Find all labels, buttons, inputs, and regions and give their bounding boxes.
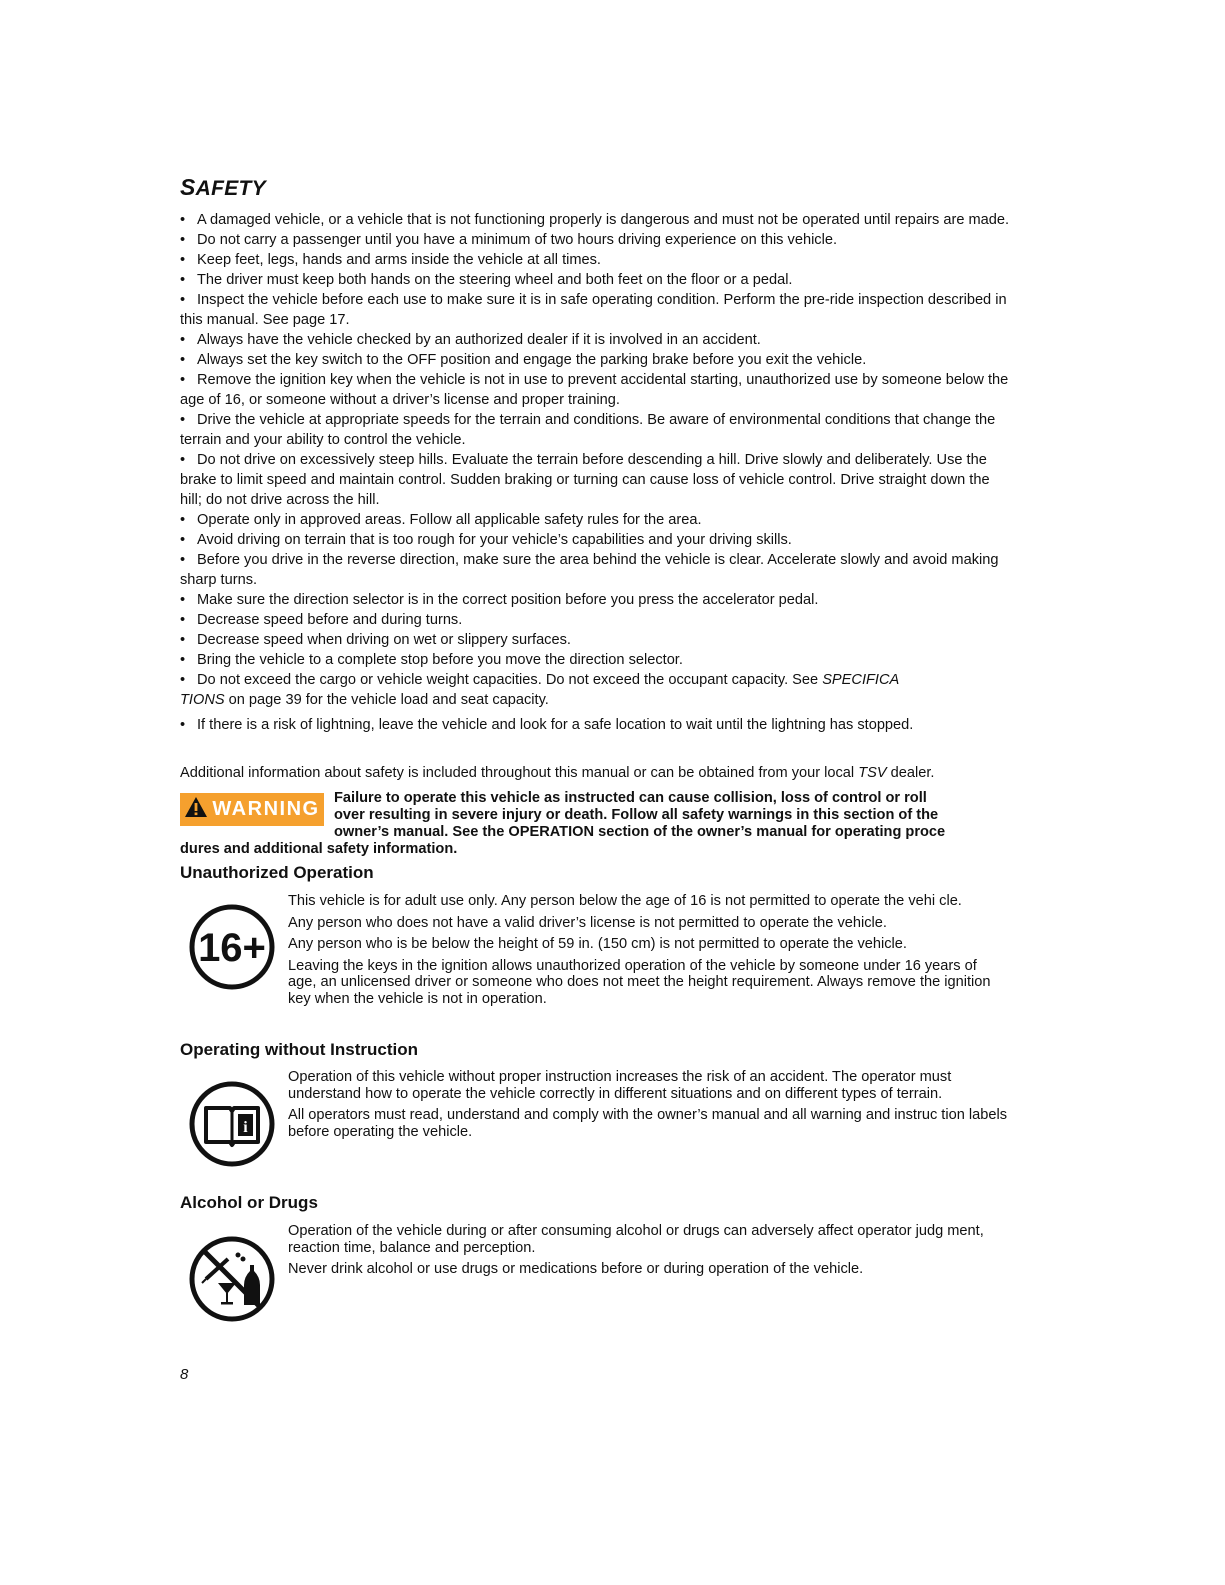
warning-message: Failure to operate this vehicle as instructed can cause collision, loss of control or roll over resulting in severe injury or death. Follow all safety warnings in this section of the owner’s manual. See the OPERATION section of the owner’s manual for operating proce dures and additional safety information. bbox=[180, 790, 946, 857]
safety-bullet-list bbox=[180, 210, 1010, 735]
section-heading-alcohol: Alcohol or Drugs bbox=[180, 1193, 318, 1212]
section-heading-instruction: Operating without Instruction bbox=[180, 1040, 418, 1059]
list-item: • Operate only in approved areas. Follow all applicable safety rules for the area. bbox=[180, 512, 702, 528]
list-item: • Remove the ignition key when the vehicle is not in use to prevent accidental starting, unauthorized use by someone below the age of 16, or someone without a driver’s license and proper training. bbox=[180, 372, 1009, 408]
section-heading-unauthorized: Unauthorized Operation bbox=[180, 863, 374, 882]
svg-text:16+: 16+ bbox=[198, 926, 266, 970]
additional-info: Additional information about safety is included throughout this manual or can be obtained from your local TSV dealer. bbox=[180, 765, 935, 781]
list-item: • Decrease speed before and during turns. bbox=[180, 612, 463, 628]
section-text-unauthorized: This vehicle is for adult use only. Any person below the age of 16 is not permitted to operate the vehi cle. Any person who does not have a valid driver’s license is not permitted to operate the vehicle. Any person who is be below the height of 59 in. (150 cm) is not permitted to operate the vehicle. Leaving the keys in the ignition allows unauthorized operation of the vehicle by someone under 16 years of age, an unlicensed driver or someone who does not meet the height requirement. Always remove the ignition key when the vehicle is not in operation. bbox=[288, 893, 991, 1007]
warning-badge: WARNING bbox=[180, 793, 324, 826]
section-text-alcohol: Operation of the vehicle during or after consuming alcohol or drugs can adversely affect operator judg ment, reaction time, balance and perception. Never drink alcohol or use drugs or medications before or during operation of the vehicle. bbox=[288, 1223, 984, 1277]
list-item: • Drive the vehicle at appropriate speeds for the terrain and conditions. Be aware of environmental conditions that change the terrain and your ability to control the vehicle. bbox=[180, 412, 996, 448]
svg-text:i: i bbox=[243, 1119, 248, 1136]
warning-triangle-icon bbox=[184, 796, 208, 824]
list-item: • If there is a risk of lightning, leave the vehicle and look for a safe location to wait until the lightning has stopped. bbox=[180, 717, 914, 733]
list-item: • Do not drive on excessively steep hills. Evaluate the terrain before descending a hill. Drive slowly and deliberately. Use the brake to limit speed and maintain control. Sudden braking or turning can cause loss of vehicle control. Drive straight down the hill; do not drive across the hill. bbox=[180, 452, 990, 508]
list-item: • Decrease speed when driving on wet or slippery surfaces. bbox=[180, 632, 571, 648]
list-item: • Inspect the vehicle before each use to make sure it is in safe operating condition. Perform the pre-ride inspection described in this manual. See page 17. bbox=[180, 292, 1007, 328]
age-16-plus-icon bbox=[188, 903, 276, 991]
list-item: • Always set the key switch to the OFF position and engage the parking brake before you exit the vehicle. bbox=[180, 352, 867, 368]
section-text-instruction: Operation of this vehicle without proper instruction increases the risk of an accident. The operator must understand how to operate the vehicle correctly in different situations and on different types of terrain. All operators must read, understand and comply with the owner’s manual and all warning and instruc tion labels before operating the vehicle. bbox=[288, 1069, 1008, 1140]
no-alcohol-drugs-icon bbox=[188, 1235, 276, 1323]
list-item: • Avoid driving on terrain that is too rough for your vehicle’s capabilities and your driving skills. bbox=[180, 532, 792, 548]
page-number: 8 bbox=[180, 1366, 189, 1383]
list-item: • The driver must keep both hands on the steering wheel and both feet on the floor or a pedal. bbox=[180, 272, 793, 288]
list-item: • Always have the vehicle checked by an authorized dealer if it is involved in an accident. bbox=[180, 332, 761, 348]
page-title: SAFETY bbox=[180, 174, 266, 200]
list-item: • Keep feet, legs, hands and arms inside the vehicle at all times. bbox=[180, 252, 601, 268]
list-item: • A damaged vehicle, or a vehicle that is not functioning properly is dangerous and must not be operated until repairs are made. bbox=[180, 212, 1010, 228]
list-item: • Do not exceed the cargo or vehicle weight capacities. Do not exceed the occupant capacity. See SPECIFICA TIONS on page 39 for the vehicle load and seat capacity. bbox=[180, 672, 900, 708]
list-item: • Make sure the direction selector is in the correct position before you press the accelerator pedal. bbox=[180, 592, 819, 608]
list-item: • Before you drive in the reverse direction, make sure the area behind the vehicle is clear. Accelerate slowly and avoid making sharp turns. bbox=[180, 552, 999, 588]
read-manual-icon bbox=[188, 1080, 276, 1168]
list-item: • Do not carry a passenger until you have a minimum of two hours driving experience on this vehicle. bbox=[180, 232, 838, 248]
list-item: • Bring the vehicle to a complete stop before you move the direction selector. bbox=[180, 652, 683, 668]
